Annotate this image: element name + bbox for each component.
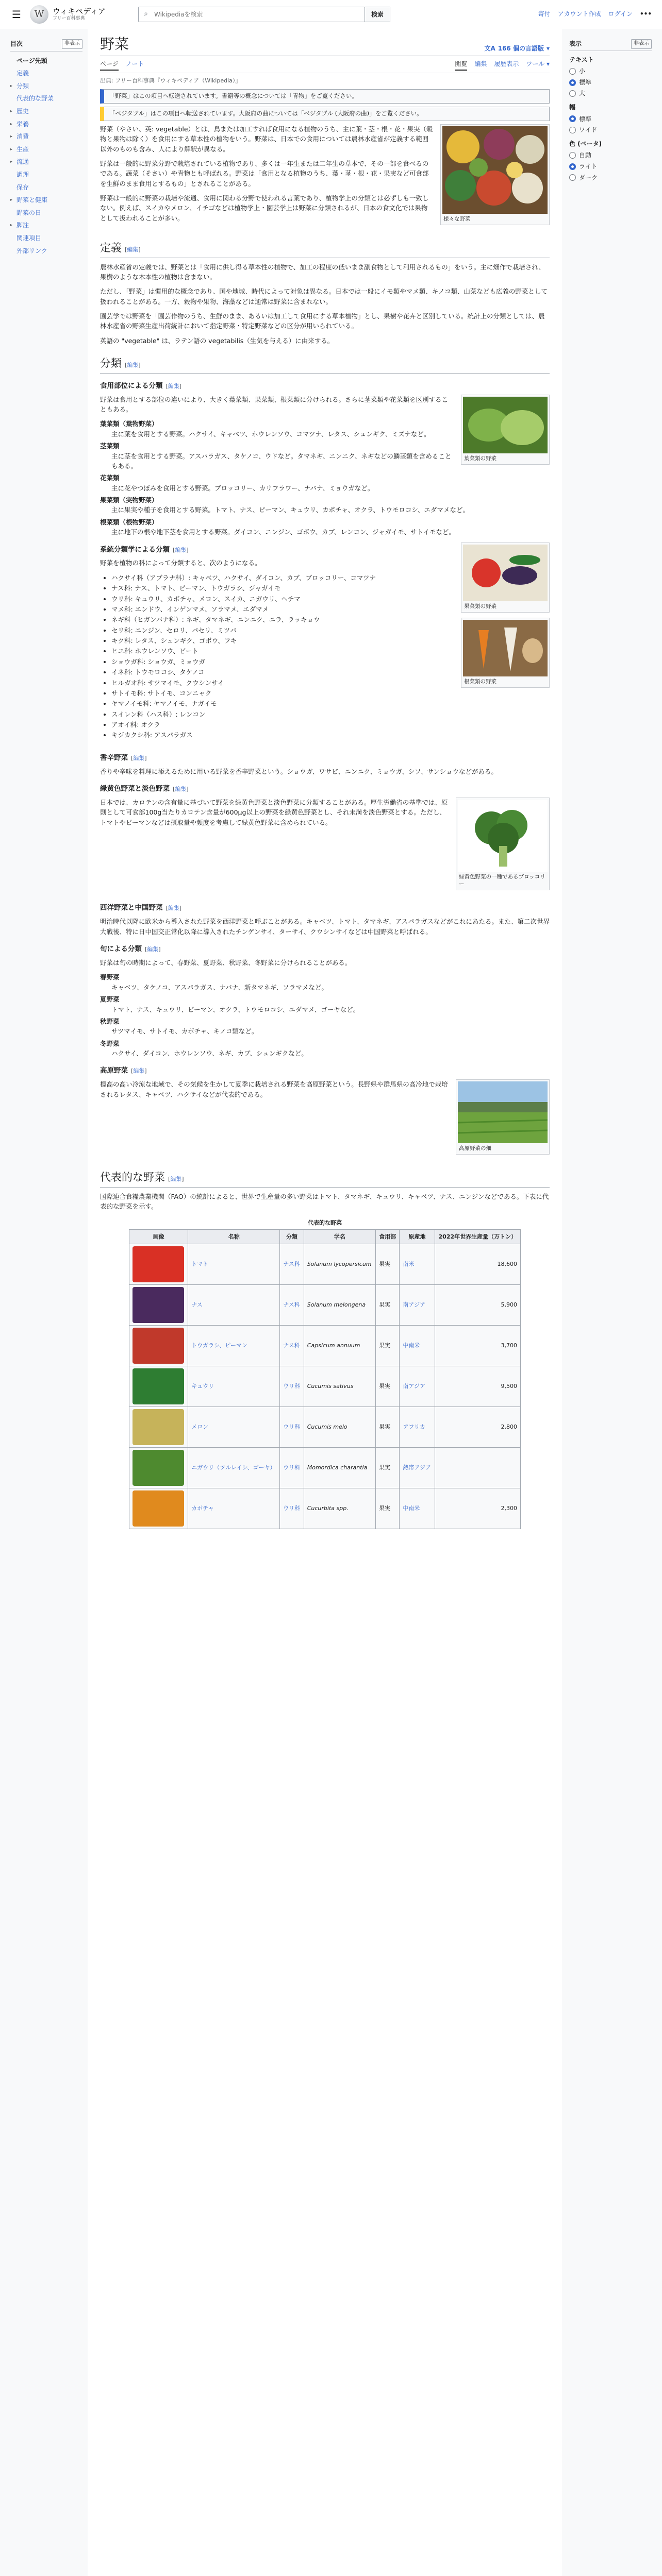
intro-paragraph: 野菜は一般的に野菜の栽培や流通、食用に関わる分野で使われる言葉であり、植物学上の分類とは必ずしも一致しない。例えば、スイカやメロン、イチゴなどは植物学上・園芸学上は野菜に分類されるが、日本の食文化では果物として扱われることが多い。 bbox=[100, 194, 429, 222]
donate-link[interactable]: 寄付 bbox=[538, 10, 551, 18]
definition-paragraph: 園芸学では野菜を「園芸作物のうち、生鮮のまま、あるいは加工して食用にする草本植物」とし、果樹や花卉と区別している。統計上の分類としては、農林水産省の野菜生産出荷統計において指定野菜・特定野菜などの区分が用いられている。 bbox=[100, 312, 545, 330]
edit-section-link[interactable]: 編集 bbox=[175, 546, 187, 553]
vegetable-family[interactable]: ウリ科 bbox=[280, 1447, 304, 1488]
vegetable-photo[interactable] bbox=[133, 1409, 184, 1445]
tab-history[interactable]: 履歴表示 bbox=[494, 60, 519, 67]
list-item: • キク科: レタス、シュンギク、ゴボウ、フキ bbox=[111, 636, 550, 646]
chevron-right-icon[interactable]: ▸ bbox=[10, 83, 13, 88]
vegetable-origin[interactable]: 中南米 bbox=[400, 1488, 435, 1529]
edit-section-link[interactable]: 編集 bbox=[127, 362, 139, 369]
definition-term: 春野菜 bbox=[100, 973, 120, 981]
hamburger-icon[interactable]: ☰ bbox=[12, 8, 21, 21]
list-item: • アオイ科: オクラ bbox=[111, 720, 550, 730]
table-cell-image bbox=[129, 1284, 188, 1325]
vegetable-edible-part: 果実 bbox=[375, 1488, 399, 1529]
edit-section-link[interactable]: 編集 bbox=[133, 754, 145, 761]
vegetable-photo[interactable] bbox=[133, 1246, 184, 1282]
radio-label: 小 bbox=[579, 67, 586, 75]
season-definitions bbox=[100, 972, 550, 1058]
search-button[interactable]: 検索 bbox=[365, 7, 390, 22]
language-icon: 文A bbox=[484, 45, 495, 52]
subsection-heading: 高原野菜 [編集] bbox=[100, 1066, 147, 1075]
toc-item-label: 定義 bbox=[16, 70, 29, 77]
radio-option[interactable] bbox=[569, 78, 652, 88]
list-item: • ハクサイ科（アブラナ科）: キャベツ、ハクサイ、ダイコン、カブ、ブロッコリー、コマツナ bbox=[111, 573, 550, 583]
toc-item[interactable] bbox=[10, 118, 82, 131]
toc-list bbox=[10, 55, 82, 258]
definition-paragraph: 英語の "vegetable" は、ラテン語の vegetabilis（生気を与える）に由来する。 bbox=[100, 336, 334, 345]
site-logo[interactable] bbox=[30, 5, 133, 24]
definition-desc: 主に茎を食用とする野菜。アスパラガス、タケノコ、ウドなど。タマネギ、ニンニク、ネギなどの鱗茎類を含めることもある。 bbox=[111, 452, 452, 470]
fruit-vegetables-photo[interactable] bbox=[463, 545, 548, 601]
vegetable-photo[interactable] bbox=[133, 1287, 184, 1323]
radio-label: ダーク bbox=[579, 174, 598, 181]
broccoli-photo[interactable] bbox=[458, 800, 548, 872]
chevron-right-icon[interactable]: ▸ bbox=[10, 121, 13, 126]
chevron-right-icon[interactable]: ▸ bbox=[10, 159, 13, 164]
intro-paragraph: 野菜（やさい、英: vegetable）とは、鳥または加工すれば食用になる植物のうち、主に葉・茎・根・花・果実（穀物と果物は除く）を食用にする草本性の植物をいう。野菜は、日本での食用については農林水産省が定義する範囲以外のものも含み、人により解釈が異なる。 bbox=[100, 125, 433, 153]
text-size-options bbox=[569, 66, 652, 98]
create-account-link[interactable]: アカウント作成 bbox=[557, 10, 601, 18]
toc-item[interactable] bbox=[10, 219, 82, 232]
tab-talk[interactable]: ノート bbox=[125, 60, 144, 67]
vegetable-origin[interactable]: 熱帯アジア bbox=[400, 1447, 435, 1488]
table-row bbox=[129, 1284, 521, 1325]
vegetable-edible-part: 果実 bbox=[375, 1284, 399, 1325]
definition-desc: ハクサイ、ダイコン、ホウレンソウ、ネギ、カブ、シュンギクなど。 bbox=[111, 1049, 308, 1057]
edit-section-link[interactable]: 編集 bbox=[170, 1176, 182, 1183]
site-tagline: フリー百科事典 bbox=[53, 15, 85, 21]
width-options bbox=[569, 114, 652, 135]
language-button[interactable]: 文A 166 個の言語版 ▾ bbox=[484, 44, 550, 54]
table-header: 学名 bbox=[304, 1229, 375, 1244]
section-heading-definition: 定義 [編集] bbox=[100, 240, 550, 258]
list-item: • セリ科: ニンジン、セロリ、パセリ、ミツバ bbox=[111, 625, 550, 635]
table-cell-image bbox=[129, 1488, 188, 1529]
site-header bbox=[0, 0, 662, 29]
table-cell-image bbox=[129, 1325, 188, 1366]
radio-circle[interactable] bbox=[569, 163, 576, 170]
vegetable-photo[interactable] bbox=[133, 1328, 184, 1364]
intro-image-figure bbox=[440, 124, 550, 225]
toc-item[interactable] bbox=[10, 143, 82, 156]
list-item: • マメ科: エンドウ、インゲンマメ、ソラマメ、エダマメ bbox=[111, 604, 550, 614]
edit-section-link[interactable]: 編集 bbox=[147, 946, 159, 953]
list-item: • ヤマノイモ科: ヤマノイモ、ナガイモ bbox=[111, 699, 550, 708]
appearance-hide-button[interactable]: 非表示 bbox=[631, 39, 652, 49]
vegetable-scientific-name: Cucumis sativus bbox=[304, 1366, 375, 1406]
edit-section-link[interactable]: 編集 bbox=[168, 905, 179, 912]
section-heading-representative: 代表的な野菜 [編集] bbox=[100, 1169, 550, 1188]
toc-item-label: 流通 bbox=[16, 158, 29, 166]
radio-circle[interactable] bbox=[569, 90, 576, 97]
radio-circle[interactable] bbox=[569, 152, 576, 159]
table-cell-image bbox=[129, 1366, 188, 1406]
fruit-vegetables-figure: 果菜類の野菜 bbox=[461, 543, 550, 613]
list-item: • ネギ科（ヒガンバナ科）: ネギ、タマネギ、ニンニク、ニラ、ラッキョウ bbox=[111, 615, 550, 624]
table-header: 画像 bbox=[129, 1229, 188, 1244]
search-box bbox=[138, 7, 365, 22]
table-of-contents bbox=[10, 39, 82, 257]
user-links bbox=[538, 9, 652, 19]
toc-item[interactable] bbox=[10, 168, 82, 181]
subsection-heading: 西洋野菜と中国野菜 [編集] bbox=[100, 904, 182, 912]
vegetable-family[interactable]: ナス科 bbox=[280, 1284, 304, 1325]
highland-figure: 高原野菜の畑 bbox=[456, 1079, 550, 1155]
vegetable-scientific-name: Capsicum annuum bbox=[304, 1325, 375, 1366]
vegetable-production: 18,600 bbox=[435, 1244, 520, 1284]
toc-item[interactable] bbox=[10, 232, 82, 245]
toc-item-label: 野菜の日 bbox=[16, 209, 42, 216]
vegetable-family[interactable]: ウリ科 bbox=[280, 1366, 304, 1406]
definition-term: 花菜類 bbox=[100, 474, 120, 482]
page-title: 野菜 bbox=[100, 37, 129, 53]
root-vegetables-figure: 根菜類の野菜 bbox=[461, 618, 550, 688]
vegetable-name[interactable]: トウガラシ、ピーマン bbox=[188, 1325, 280, 1366]
definition-term: 根菜類（根物野菜） bbox=[100, 518, 158, 526]
vegetable-photo[interactable] bbox=[133, 1490, 184, 1527]
table-header: 食用部 bbox=[375, 1229, 399, 1244]
vegetable-production: 2,800 bbox=[435, 1406, 520, 1447]
intro-image-caption: 様々な野菜 bbox=[443, 215, 471, 222]
list-item: • ウリ科: キュウリ、カボチャ、メロン、スイカ、ニガウリ、ヘチマ bbox=[111, 594, 550, 604]
tab-edit[interactable]: 編集 bbox=[474, 60, 487, 67]
table-header: 2022年世界生産量（万トン） bbox=[435, 1229, 520, 1244]
list-item: • ヒユ科: ホウレンソウ、ビート bbox=[111, 646, 550, 656]
wikipedia-globe-icon: W bbox=[30, 5, 48, 24]
edit-section-link[interactable]: 編集 bbox=[168, 382, 179, 389]
subsection-heading: 緑黄色野菜と淡色野菜 [編集] bbox=[100, 785, 189, 793]
tab-tools[interactable]: ツール ▾ bbox=[526, 60, 550, 67]
radio-label: 大 bbox=[579, 90, 586, 97]
toc-item[interactable] bbox=[10, 105, 82, 118]
chevron-right-icon[interactable]: ▸ bbox=[10, 146, 13, 151]
radio-circle[interactable] bbox=[569, 174, 576, 181]
vegetable-scientific-name: Momordica charantia bbox=[304, 1447, 375, 1488]
definition-term: 冬野菜 bbox=[100, 1039, 120, 1047]
subsection-heading: 系統分類学による分類 [編集] bbox=[100, 545, 189, 554]
list-item: • キジカクシ科: アスパラガス bbox=[111, 730, 550, 740]
root-vegetables-photo[interactable] bbox=[463, 620, 548, 676]
vegetable-edible-part: 果実 bbox=[375, 1406, 399, 1447]
definition-desc: 主に地下の根や地下茎を食用とする野菜。ダイコン、ニンジン、ゴボウ、カブ、レンコン、ジャガイモ、サトイモなど。 bbox=[111, 528, 455, 536]
toc-item-label: ページ先頭 bbox=[16, 57, 47, 64]
page-source-note: 出典: フリー百科事典『ウィキペディア（Wikipedia）』 bbox=[100, 77, 241, 84]
toc-item[interactable] bbox=[10, 245, 82, 258]
toc-item[interactable] bbox=[10, 156, 82, 168]
toc-item[interactable] bbox=[10, 130, 82, 143]
chevron-right-icon[interactable]: ▸ bbox=[10, 134, 13, 139]
leaf-vegetables-photo[interactable] bbox=[463, 397, 548, 453]
definition-term: 茎菜類 bbox=[100, 442, 120, 450]
list-item: • ナス科: ナス、トマト、ピーマン、トウガラシ、ジャガイモ bbox=[111, 583, 550, 593]
site-name: ウィキペディア bbox=[53, 7, 106, 16]
radio-circle[interactable] bbox=[569, 68, 576, 75]
radio-label: ワイド bbox=[579, 126, 598, 134]
radio-option[interactable] bbox=[569, 66, 652, 76]
main-content: 野菜 文A 166 個の言語版 ▾ ページ ノート 閲覧 編集 履歴表示 ツール ▾ 出典: フリー百科事典『ウィキペディア（Wikipedia）』 「野菜」はこの項目へ転送されています。書籍等の概念については「青物」をご覧ください。 「ベジタブル」はこの項目へ転送されています。大阪府の曲については「ベジタブル (大阪府の曲)」をご覧ください。 様々な野菜 野菜（やさい、英: vegetable）とは、鳥または加工すれば食用になる植物のうち、主に葉・茎・根・花・果実（穀物と果物は除く）を食用にする草本性の植物をいう。野菜は、日本での食用については農林水産省が定義する範囲以外のものも含み、人により解釈が異なる。 野菜は一般的に野菜分野で栽培されている植物であり、多くは一年生または二年生の草本で、その一部を食べるのである。蔬菜（そさい）や青物とも呼ばれる。野菜は「食用となる植物のうち、葉・茎・根・花・果実など可食部を生鮮のまま食用とするもの」とされることがある。 野菜は一般的に野菜の栽培や流通、食用に関わる分野で使われる言葉であり、植物学上の分類とは必ずしも一致しない。例えば、スイカやメロン、イチゴなどは植物学上・園芸学上は野菜に分類されるが、日本の食文化では果物として扱われることが多い。 定義 [編集] 農林水産省の定義では、野菜とは「食用に供し得る草本性の植物で、加工の程度の低いまま副食物として利用されるもの」をいう。主に畑作で栽培され、果樹のような木本性の植物は含まない。 ただし、「野菜」は慣用的な概念であり、国や地域、時代によって対象は異なる。日本では一般にイモ類やマメ類、キノコ類、山菜なども広義の野菜として扱われることがある。一方、穀物や果物、海藻などは通常は野菜に含まれない。 園芸学では野菜を「園芸作物のうち、生鮮のまま、あるいは加工して食用にする草本植物」とし、果樹や花卉と区別している。統計上の分類としては、農林水産省の野菜生産出荷統計において指定野菜・特定野菜などの区分が用いられている。 英語の "vegetable" は、ラテン語の vegetabilis（生気を与える）に由来する。 分類 [編集] 食用部位による分類 [編集] 葉菜類の野菜 野菜は食用とする部位の違いにより、大きく葉菜類、果菜類、根菜類に分けられる。さらに茎菜類や花菜類を区別することもある。 葉菜類（葉物野菜） 主に葉を食用とする野菜。ハクサイ、キャベツ、ホウレンソウ、コマツナ、レタス、シュンギク、ミズナなど。 茎菜類 主に茎を食用とする野菜。アスパラガス、タケノコ、ウドなど。タマネギ、ニンニク、ネギなどの鱗茎類を含めることもある。 花菜類 主に花やつぼみを食用とする野菜。ブロッコリー、カリフラワー、ナバナ、ミョウガなど。 果菜類（実物野菜） 主に果実や種子を食用とする野菜。トマト、ナス、ピーマン、キュウリ、カボチャ、オクラ、トウモロコシ、エダマメなど。 根菜類（根物野菜） 主に地下の根や地下茎を食用とする野菜。ダイコン、ニンジン、ゴボウ、カブ、レンコン、ジャガイモ、サトイモなど。 果菜類の野菜 根菜類の野菜 系統分類学による分類 [編集] 野菜を植物の科によって分類すると、次のようになる。 • ハクサイ科（アブラナ科）: キャベツ、ハクサイ、ダイコン、カブ、ブロッコリー、コマツナ • ナス科: ナス、トマト、ピーマン、トウガラシ、ジャガイモ • ウリ科: キュウリ、カボチャ、メロン、スイカ、ニガウリ、ヘチマ • マメ科: エンドウ、インゲンマメ、ソラマメ、エダマメ • ネギ科（ヒガンバナ科）: ネギ、タマネギ、ニンニク、ニラ、ラッキョウ • セリ科: ニンジン、セロリ、パセリ、ミツバ • キク科: レタス、シュンギク、ゴボウ、フキ • ヒユ科: ホウレンソウ、ビート • ショウガ科: ショウガ、ミョウガ • イネ科: トウモロコシ、タケノコ • ヒルガオ科: サツマイモ、クウシンサイ • サトイモ科: サトイモ、コンニャク • ヤマノイモ科: ヤマノイモ、ナガイモ • スイレン科（ハス科）: レンコン • アオイ科: オクラ • キジカクシ科: アスパラガス 香辛野菜 [編集] 香りや辛味を料理に添えるために用いる野菜を香辛野菜という。ショウガ、ワサビ、ニンニク、ミョウガ、シソ、サンショウなどがある。 緑黄色野菜と淡色野菜 [編集] 緑黄色野菜の一種であるブロッコリー 日本では、カロテンの含有量に基づいて野菜を緑黄色野菜と淡色野菜に分類することがある。厚生労働省の基準では、原則として可食部100g当たりカロテン含量が600μg以上の野菜を緑黄色野菜とし、それ未満を淡色野菜とする。ただし、トマトやピーマンなどは摂取量や頻度を考慮して緑黄色野菜に含められている。 西洋野菜と中国野菜 [編集] 明治時代以降に欧米から導入された野菜を西洋野菜と呼ぶことがある。キャベツ、トマト、タマネギ、アスパラガスなどがこれにあたる。また、第二次世界大戦後、特に日中国交正常化以降に導入されたチンゲンサイ、ターサイ、クウシンサイなどは中国野菜と呼ばれる。 旬による分類 [編集] 野菜は旬の時期によって、春野菜、夏野菜、秋野菜、冬野菜に分けられることがある。 春野菜 キャベツ、タケノコ、アスパラガス、ナバナ、新タマネギ、ソラマメなど。 夏野菜 トマト、ナス、キュウリ、ピーマン、オクラ、トウモロコシ、エダマメ、ゴーヤなど。 秋野菜 サツマイモ、サトイモ、カボチャ、キノコ類など。 冬野菜 ハクサイ、ダイコン、ホウレンソウ、ネギ、カブ、シュンギクなど。 高原野菜 [編集] 高原野菜の畑 標高の高い冷涼な地域で、その気候を生かして夏季に栽培される野菜を高原野菜という。長野県や群馬県の高冷地で栽培されるレタス、キャベツ、ハクサイなどが代表的である。 代表的な野菜 [編集] 国際連合食糧農業機関（FAO）の統計によると、世界で生産量の多い野菜はトマト、タマネギ、キュウリ、キャベツ、ナス、ニンジンなどである。下表に代表的な野菜を示す。 代表的な野菜 画像 名称 分類 学名 食用部 原産地 2022年世界生産量（万トン） トマト ナス科 Solanum lycopersicum 果実 南米 18,600 ナス ナス科 Solanum melongena 果実 南アジア 5,900 トウガラシ、ピーマン ナス科 Capsicum annuum 果実 中南米 3,700 キュウリ ウリ科 Cucumis sativus 果実 南アジア 9,500 メロン ウリ科 Cucumis melo 果実 アフリカ 2,800 ニガウリ（ツルレイシ、ゴーヤ） ウリ科 Momordica charantia 果実 熱帯アジア カボチャ ウリ科 Cucurbita spp. 果実 中南米 2,300 bbox=[88, 29, 562, 2576]
toc-item-label: 保存 bbox=[16, 183, 29, 191]
toc-title: 目次 bbox=[10, 40, 23, 47]
vegetable-origin[interactable]: 南米 bbox=[400, 1244, 435, 1284]
definition-desc: 主に葉を食用とする野菜。ハクサイ、キャベツ、ホウレンソウ、コマツナ、レタス、シュンギク、ミズナなど。 bbox=[111, 430, 431, 438]
toc-item[interactable] bbox=[10, 92, 82, 105]
toc-item[interactable] bbox=[10, 181, 82, 194]
table-row bbox=[129, 1406, 521, 1447]
definition-term: 葉菜類（葉物野菜） bbox=[100, 420, 158, 428]
toc-item[interactable] bbox=[10, 207, 82, 219]
radio-label: 自動 bbox=[579, 151, 592, 159]
definition-desc: サツマイモ、サトイモ、カボチャ、キノコ類など。 bbox=[111, 1027, 258, 1036]
vegetable-photo[interactable] bbox=[133, 1368, 184, 1404]
list-item: • スイレン科（ハス科）: レンコン bbox=[111, 709, 550, 719]
vegetable-name[interactable]: カボチャ bbox=[188, 1488, 280, 1529]
definition-desc: 主に花やつぼみを食用とする野菜。ブロッコリー、カリフラワー、ナバナ、ミョウガなど。 bbox=[111, 484, 374, 492]
table-caption: 代表的な野菜 bbox=[308, 1219, 342, 1226]
vegetable-name[interactable]: トマト bbox=[188, 1244, 280, 1284]
vegetable-scientific-name: Cucumis melo bbox=[304, 1406, 375, 1447]
definition-desc: 主に果実や種子を食用とする野菜。トマト、ナス、ピーマン、キュウリ、カボチャ、オクラ、トウモロコシ、エダマメなど。 bbox=[111, 506, 470, 514]
subsection-heading: 食用部位による分類 [編集] bbox=[100, 381, 182, 390]
radio-label: 標準 bbox=[579, 115, 592, 123]
radio-option[interactable] bbox=[569, 173, 652, 183]
table-cell-image bbox=[129, 1447, 188, 1488]
toc-item-label: 歴史 bbox=[16, 107, 29, 115]
broccoli-figure: 緑黄色野菜の一種であるブロッコリー bbox=[456, 798, 550, 890]
list-item: • ショウガ科: ショウガ、ミョウガ bbox=[111, 657, 550, 667]
toc-item[interactable] bbox=[10, 80, 82, 93]
vegetable-production: 2,300 bbox=[435, 1488, 520, 1529]
vegetable-scientific-name: Solanum melongena bbox=[304, 1284, 375, 1325]
vegetable-origin[interactable]: 南アジア bbox=[400, 1284, 435, 1325]
color-options bbox=[569, 150, 652, 182]
highland-field-photo[interactable] bbox=[458, 1081, 548, 1143]
intro-paragraph: 野菜は一般的に野菜分野で栽培されている植物であり、多くは一年生または二年生の草本で、その一部を食べるのである。蔬菜（そさい）や青物とも呼ばれる。野菜は「食用となる植物のうち、葉・茎・根・花・果実など可食部を生鮮のまま食用とするもの」とされることがある。 bbox=[100, 159, 429, 188]
table-row bbox=[129, 1325, 521, 1366]
radio-circle[interactable] bbox=[569, 127, 576, 133]
toc-item-label: 野菜と健康 bbox=[16, 196, 48, 204]
vegetable-edible-part: 果実 bbox=[375, 1447, 399, 1488]
table-cell-image bbox=[129, 1244, 188, 1284]
chevron-right-icon[interactable]: ▸ bbox=[10, 197, 13, 202]
hatnote-redirect: 「野菜」はこの項目へ転送されています。書籍等の概念については「青物」をご覧ください。 bbox=[100, 89, 550, 104]
vegetable-origin[interactable]: 南アジア bbox=[400, 1366, 435, 1406]
vegetable-family[interactable]: ナス科 bbox=[280, 1325, 304, 1366]
radio-option[interactable] bbox=[569, 89, 652, 98]
definition-desc: キャベツ、タケノコ、アスパラガス、ナバナ、新タマネギ、ソラマメなど。 bbox=[111, 983, 328, 991]
radio-circle[interactable] bbox=[569, 115, 576, 122]
definition-paragraph: ただし、「野菜」は慣用的な概念であり、国や地域、時代によって対象は異なる。日本では一般にイモ類やマメ類、キノコ類、山菜なども広義の野菜として扱われることがある。一方、穀物や果物、海藻などは通常は野菜に含まれない。 bbox=[100, 287, 548, 306]
table-row bbox=[129, 1366, 521, 1406]
toc-item[interactable] bbox=[10, 67, 82, 80]
radio-label: ライト bbox=[579, 162, 598, 170]
appearance-title: 表示 bbox=[569, 40, 582, 47]
vegetable-family[interactable]: ウリ科 bbox=[280, 1406, 304, 1447]
vegetable-family[interactable]: ナス科 bbox=[280, 1244, 304, 1284]
vegetable-edible-part: 果実 bbox=[375, 1366, 399, 1406]
toc-item-label: 分類 bbox=[16, 82, 29, 90]
toc-item-label: 脚注 bbox=[16, 222, 29, 229]
edit-section-link[interactable]: 編集 bbox=[133, 1067, 145, 1075]
radio-option[interactable] bbox=[569, 150, 652, 160]
toc-item[interactable] bbox=[10, 194, 82, 207]
vegetable-origin[interactable]: アフリカ bbox=[400, 1406, 435, 1447]
chevron-right-icon[interactable]: ▸ bbox=[10, 109, 13, 114]
vegetable-production: 9,500 bbox=[435, 1366, 520, 1406]
vegetable-name[interactable]: ナス bbox=[188, 1284, 280, 1325]
section-heading-classification: 分類 [編集] bbox=[100, 355, 550, 374]
toc-item-label: 栄養 bbox=[16, 120, 29, 128]
vegetable-table bbox=[129, 1216, 521, 1529]
radio-circle[interactable] bbox=[569, 79, 576, 86]
search-icon: ⌕ bbox=[144, 10, 148, 19]
toc-item[interactable] bbox=[10, 55, 82, 67]
leaf-vegetables-figure: 葉菜類の野菜 bbox=[461, 395, 550, 465]
definition-term: 秋野菜 bbox=[100, 1017, 120, 1025]
toc-item-label: 関連項目 bbox=[16, 234, 42, 242]
toc-item-label: 調理 bbox=[16, 171, 29, 178]
table-row bbox=[129, 1244, 521, 1284]
toc-item-label: 代表的な野菜 bbox=[16, 95, 54, 103]
list-item: • イネ科: トウモロコシ、タケノコ bbox=[111, 667, 550, 677]
radio-option[interactable] bbox=[569, 162, 652, 172]
vegetable-scientific-name: Solanum lycopersicum bbox=[304, 1244, 375, 1284]
toc-item-label: 消費 bbox=[16, 133, 29, 141]
subsection-heading: 旬による分類 [編集] bbox=[100, 945, 161, 954]
vegetables-photo[interactable] bbox=[442, 126, 548, 214]
chevron-right-icon[interactable]: ▸ bbox=[10, 223, 13, 228]
table-header: 名称 bbox=[188, 1229, 280, 1244]
vegetable-name[interactable]: メロン bbox=[188, 1406, 280, 1447]
radio-option[interactable] bbox=[569, 114, 652, 124]
vegetable-origin[interactable]: 中南米 bbox=[400, 1325, 435, 1366]
radio-label: 標準 bbox=[579, 78, 592, 86]
toc-item-label: 生産 bbox=[16, 145, 29, 153]
appearance-panel: 表示 非表示 テキスト 小 標準 大 幅 標準 ワイド 色 (ベータ) 自動 ライト ダーク bbox=[569, 39, 652, 184]
tab-read[interactable]: 閲覧 bbox=[455, 59, 467, 71]
list-item: • サトイモ科: サトイモ、コンニャク bbox=[111, 688, 550, 698]
table-cell-image bbox=[129, 1406, 188, 1447]
vegetable-scientific-name: Cucurbita spp. bbox=[304, 1488, 375, 1529]
definition-term: 果菜類（実物野菜） bbox=[100, 496, 158, 504]
table-header: 分類 bbox=[280, 1229, 304, 1244]
edit-section-link[interactable]: 編集 bbox=[127, 246, 139, 253]
vegetable-family[interactable]: ウリ科 bbox=[280, 1488, 304, 1529]
table-row bbox=[129, 1488, 521, 1529]
login-link[interactable]: ログイン bbox=[608, 10, 633, 18]
definition-desc: トマト、ナス、キュウリ、ピーマン、オクラ、トウモロコシ、エダマメ、ゴーヤなど。 bbox=[111, 1005, 360, 1013]
vegetable-name[interactable]: ニガウリ（ツルレイシ、ゴーヤ） bbox=[188, 1447, 280, 1488]
table-header: 原産地 bbox=[400, 1229, 435, 1244]
vegetable-name[interactable]: キュウリ bbox=[188, 1366, 280, 1406]
vegetable-edible-part: 果実 bbox=[375, 1325, 399, 1366]
definition-paragraph: 農林水産省の定義では、野菜とは「食用に供し得る草本性の植物で、加工の程度の低いまま副食物として利用されるもの」をいう。主に畑作で栽培され、果樹のような木本性の植物は含まない。 bbox=[100, 263, 545, 281]
definition-term: 夏野菜 bbox=[100, 995, 120, 1004]
tab-page[interactable]: ページ bbox=[100, 59, 119, 71]
vegetable-photo[interactable] bbox=[133, 1450, 184, 1486]
vegetable-production: 3,700 bbox=[435, 1325, 520, 1366]
table-row bbox=[129, 1447, 521, 1488]
radio-option[interactable] bbox=[569, 125, 652, 135]
toc-item-label: 外部リンク bbox=[16, 247, 47, 255]
subsection-heading: 香辛野菜 [編集] bbox=[100, 753, 147, 762]
vegetable-edible-part: 果実 bbox=[375, 1244, 399, 1284]
edit-section-link[interactable]: 編集 bbox=[175, 786, 187, 793]
more-options-icon[interactable]: ••• bbox=[639, 10, 652, 18]
search-input[interactable] bbox=[153, 8, 365, 21]
hatnote-vegetable: 「ベジタブル」はこの項目へ転送されています。大阪府の曲については「ベジタブル (大阪府の曲)」をご覧ください。 bbox=[100, 107, 550, 121]
chevron-down-icon: ▾ bbox=[546, 45, 550, 52]
toc-hide-button[interactable]: 非表示 bbox=[62, 39, 82, 49]
vegetable-production bbox=[435, 1447, 520, 1488]
list-item: • ヒルガオ科: サツマイモ、クウシンサイ bbox=[111, 678, 550, 688]
vegetable-production: 5,900 bbox=[435, 1284, 520, 1325]
